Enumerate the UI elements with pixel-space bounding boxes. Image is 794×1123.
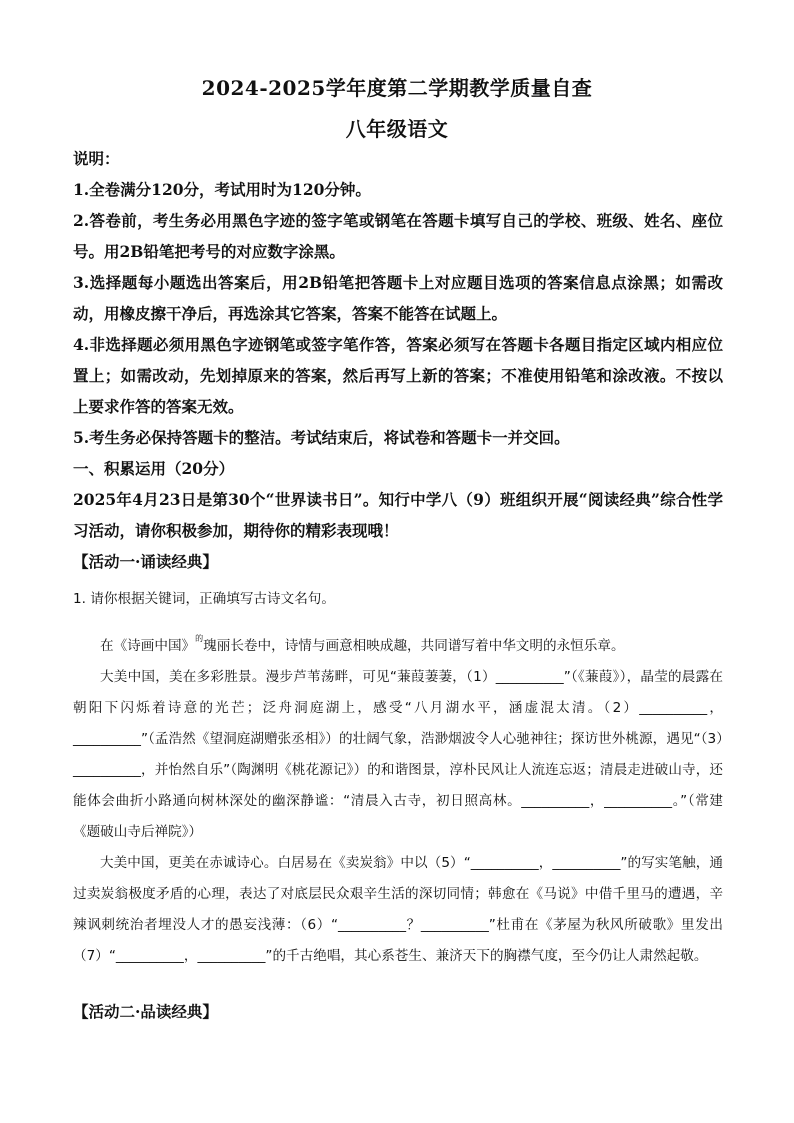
passage-paragraph-1: 在《诗画中国》$^的$瑰丽长卷中，诗情与画意相映成趣，共同谱写着中华文明的永恒乐章。 [100,634,625,654]
exam-title: 2024-2025学年度第二学期教学质量自查 [201,76,593,100]
instructions-label: 说明： [73,149,120,168]
activity-heading: 【活动二·品读经典】 [73,1002,218,1021]
activity-heading: 【活动一·诵读经典】 [73,552,218,571]
passage-paragraph-3: 大美中国，更美在赤诚诗心。白居易在《卖炭翁》中以（5）“__________，__________”的写实笔触，通过卖炭翁极度矛盾的心理，表达了对底层民众艰辛生活的深切同情；韩愈在《马说》中借千里马的遭遇，辛辣讽刺统治者埋没人才的愚妄浅薄：（6）“__________？__________”杜甫在《茅屋为秋风所破歌》里发出（7）“__________，__________”的千古绝唱，其心系苍生、兼济天下的胸襟气度，至今仍让人肃然起敬。 [73,855,723,964]
section-heading: 一、积累运用（20分） [73,459,235,478]
section-intro: 2025年4月23日是第30个“世界读书日”。知行中学八（9）班组织开展“阅读经典”综合性学习活动，请你积极参加，期待你的精彩表现哦！ [73,490,723,540]
instruction-item: 1.全卷满分120分，考试用时为120分钟。 [73,180,371,199]
question-prompt: 1. 请你根据关键词，正确填写古诗文名句。 [73,591,335,607]
instruction-item: 5.考生务必保持答题卡的整洁。考试结束后，将试卷和答题卡一并交回。 [73,428,570,447]
superscript-char: 的 [195,634,204,643]
instruction-item: 2.答卷前，考生务必用黑色字迹的签字笔或钢笔在答题卡填写自己的学校、班级、姓名、座位号。用2B铅笔把考号的对应数字涂黑。 [73,211,723,261]
passage-paragraph-2: 大美中国，美在多彩胜景。漫步芦苇荡畔，可见“蒹葭萋萋，（1）__________”（《蒹葭》），晶莹的晨露在朝阳下闪烁着诗意的光芒；泛舟洞庭湖上，感受“八月湖水平，涵虚混太清。（2）__________，__________”（孟浩然《望洞庭湖赠张丞相》）的壮阔气象，浩渺烟波令人心驰神往；探访世外桃源，遇见“（3）__________，并怡然自乐”（陶渊明《桃花源记》）的和谐图景，淳朴民风让人流连忘返；清晨走进破山寺，还能体会曲折小路通向树林深处的幽深静谧：“清晨入古寺，初日照高林。__________，__________。”（常建《题破山寺后禅院》） [73,669,723,840]
activity-2 [73,996,723,1027]
exam-subtitle: 八年级语文 [345,117,449,141]
instruction-item: 4.非选择题必须用黑色字迹钢笔或签字笔作答，答案必须写在答题卡各题目指定区域内相应位置上；如需改动，先划掉原来的答案，然后再写上新的答案；不准使用铅笔和涂改液。不按以上要求作答的答案无效。 [73,335,723,416]
instructions [73,143,723,577]
question-1 [73,584,723,972]
instruction-item: 3.选择题每小题选出答案后，用2B铅笔把答题卡上对应题目选项的答案信息点涂黑；如需改动，用橡皮擦干净后，再选涂其它答案，答案不能答在试题上。 [73,273,723,323]
